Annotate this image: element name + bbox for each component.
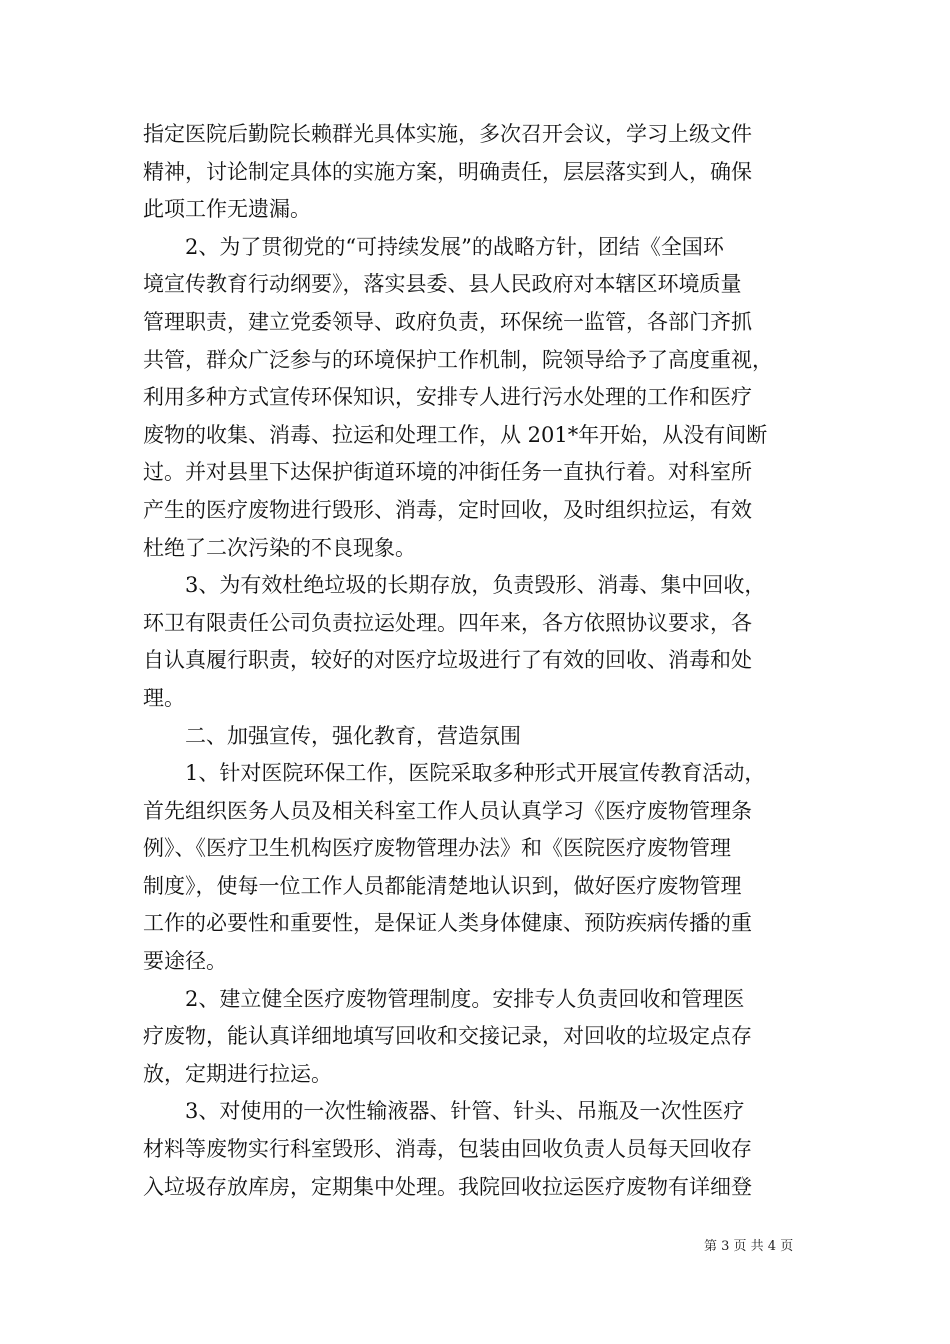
paragraph-start-line: 2、为了贯彻党的“可持续发展”的战略方针，团结《全国环 xyxy=(185,234,724,259)
text-line: 过。并对县里下达保护街道环境的冲街任务一直执行着。对科室所 xyxy=(143,460,752,485)
text-line: 制度》，使每一位工作人员都能清楚地认识到，做好医疗废物管理 xyxy=(143,873,742,898)
page-number: 第 3 页 共 4 页 xyxy=(704,1239,794,1254)
text-line: 指定医院后勤院长赖群光具体实施，多次召开会议，学习上级文件 xyxy=(143,122,752,146)
text-line: 境宣传教育行动纲要》，落实县委、县人民政府对本辖区环境质量 xyxy=(143,272,742,297)
paragraph-start-line: 2、建立健全医疗废物管理制度。安排专人负责回收和管理医 xyxy=(185,986,745,1011)
paragraph-start-line: 1、针对医院环保工作，医院采取多种形式开展宣传教育活动， xyxy=(185,761,766,786)
text-line: 环卫有限责任公司负责拉运处理。四年来，各方依照协议要求，各 xyxy=(143,610,752,635)
text-line: 放，定期进行拉运。 xyxy=(143,1061,332,1086)
text-line: 杜绝了二次污染的不良现象。 xyxy=(143,535,416,560)
text-line: 理。 xyxy=(143,685,185,710)
text-line: 废物的收集、消毒、拉运和处理工作，从 201*年开始，从没有间断 xyxy=(143,422,768,447)
paragraph-start-line: 3、为有效杜绝垃圾的长期存放，负责毁形、消毒、集中回收， xyxy=(185,573,766,598)
text-line: 精神，讨论制定具体的实施方案，明确责任，层层落实到人，确保 xyxy=(143,159,752,184)
text-line: 疗废物，能认真详细地填写回收和交接记录，对回收的垃圾定点存 xyxy=(143,1024,752,1049)
text-line: 管理职责，建立党委领导、政府负责，环保统一监管，各部门齐抓 xyxy=(143,309,752,334)
text-line: 此项工作无遗漏。 xyxy=(143,197,311,222)
text-line: 首先组织医务人员及相关科室工作人员认真学习《医疗废物管理条 xyxy=(143,798,752,823)
text-line: 共管，群众广泛参与的环境保护工作机制，院领导给予了高度重视， xyxy=(143,347,773,372)
text-line: 产生的医疗废物进行毁形、消毒，定时回收，及时组织拉运，有效 xyxy=(143,497,752,522)
text-line: 入垃圾存放库房，定期集中处理。我院回收拉运医疗废物有详细登 xyxy=(143,1174,752,1199)
document-body xyxy=(143,116,808,1206)
text-line: 工作的必要性和重要性，是保证人类身体健康、预防疾病传播的重 xyxy=(143,911,752,936)
text-line: 材料等废物实行科室毁形、消毒，包装由回收负责人员每天回收存 xyxy=(143,1137,752,1162)
section-heading: 二、加强宣传，强化教育，营造氛围 xyxy=(185,723,521,748)
text-line: 要途径。 xyxy=(143,949,227,974)
text-line: 自认真履行职责，较好的对医疗垃圾进行了有效的回收、消毒和处 xyxy=(143,648,752,673)
text-line: 例》、《医疗卫生机构医疗废物管理办法》和《医院医疗废物管理 xyxy=(143,836,731,861)
text-line: 利用多种方式宣传环保知识，安排专人进行污水处理的工作和医疗 xyxy=(143,385,752,410)
paragraph-start-line: 3、对使用的一次性输液器、针管、针头、吊瓶及一次性医疗 xyxy=(185,1099,745,1124)
